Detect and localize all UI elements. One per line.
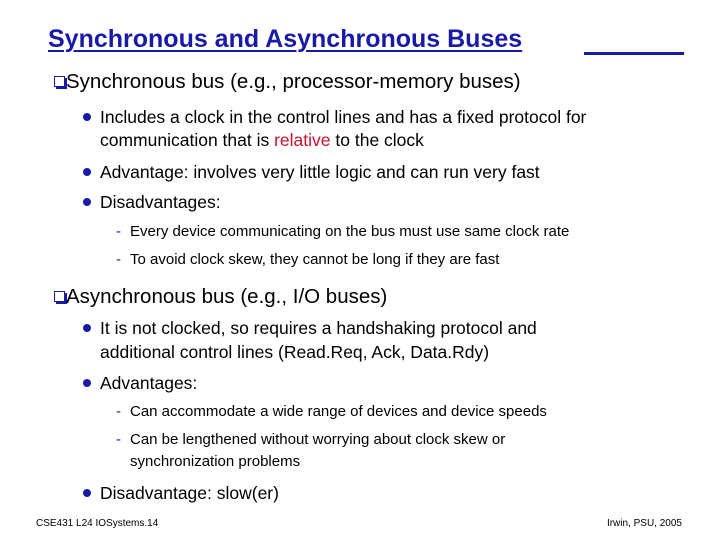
sync-clock-line2-pre: communication that is	[100, 130, 275, 150]
sync-clock-line1: Includes a clock in the control lines and has a fixed protocol for	[100, 107, 587, 127]
round-bullet-icon	[83, 168, 91, 176]
round-bullet-icon	[83, 379, 91, 387]
hollow-square-bullet-icon	[54, 291, 65, 302]
async-advantage-1: Can accommodate a wide range of devices and device speeds	[130, 403, 547, 420]
sync-disadvantage-2: To avoid clock skew, they cannot be long if they are fast	[130, 251, 500, 268]
sync-disadvantage-1: Every device communicating on the bus must use same clock rate	[130, 223, 570, 240]
async-advantage-2-line2: synchronization problems	[130, 453, 301, 470]
round-bullet-icon	[83, 113, 91, 121]
footer-author-label: Irwin, PSU, 2005	[606, 518, 682, 529]
async-advantages: Advantages:	[100, 373, 198, 393]
round-bullet-icon	[83, 198, 91, 206]
sync-disadvantages: Disadvantages:	[100, 192, 221, 212]
round-bullet-icon	[83, 324, 91, 332]
round-bullet-icon	[83, 489, 91, 497]
async-heading: Asynchronous bus (e.g., I/O buses)	[66, 285, 388, 308]
dash-bullet-icon: -	[116, 223, 121, 240]
sync-advantage: Advantage: involves very little logic and can run very fast	[100, 162, 540, 182]
dash-bullet-icon: -	[116, 431, 121, 448]
title-rule	[584, 52, 684, 55]
hollow-square-bullet-icon	[54, 76, 65, 87]
async-clock-line2: additional control lines (Read.Req, Ack, Data.Rdy)	[100, 342, 490, 362]
async-clock-line1: It is not clocked, so requires a handshaking protocol and	[100, 318, 537, 338]
async-advantage-2-line1: Can be lengthened without worrying about clock skew or	[130, 431, 506, 448]
dash-bullet-icon: -	[116, 403, 121, 420]
footer-course-label: CSE431 L24 IOSystems.14	[36, 518, 159, 529]
slide-title: Synchronous and Asynchronous Buses	[48, 25, 523, 53]
sync-clock-line2-post: to the clock	[330, 130, 424, 150]
async-disadvantage: Disadvantage: slow(er)	[100, 483, 279, 503]
sync-clock-line2	[100, 130, 424, 151]
dash-bullet-icon: -	[116, 251, 121, 268]
sync-heading: Synchronous bus (e.g., processor-memory buses)	[66, 70, 521, 93]
relative-highlight: relative	[274, 130, 331, 150]
